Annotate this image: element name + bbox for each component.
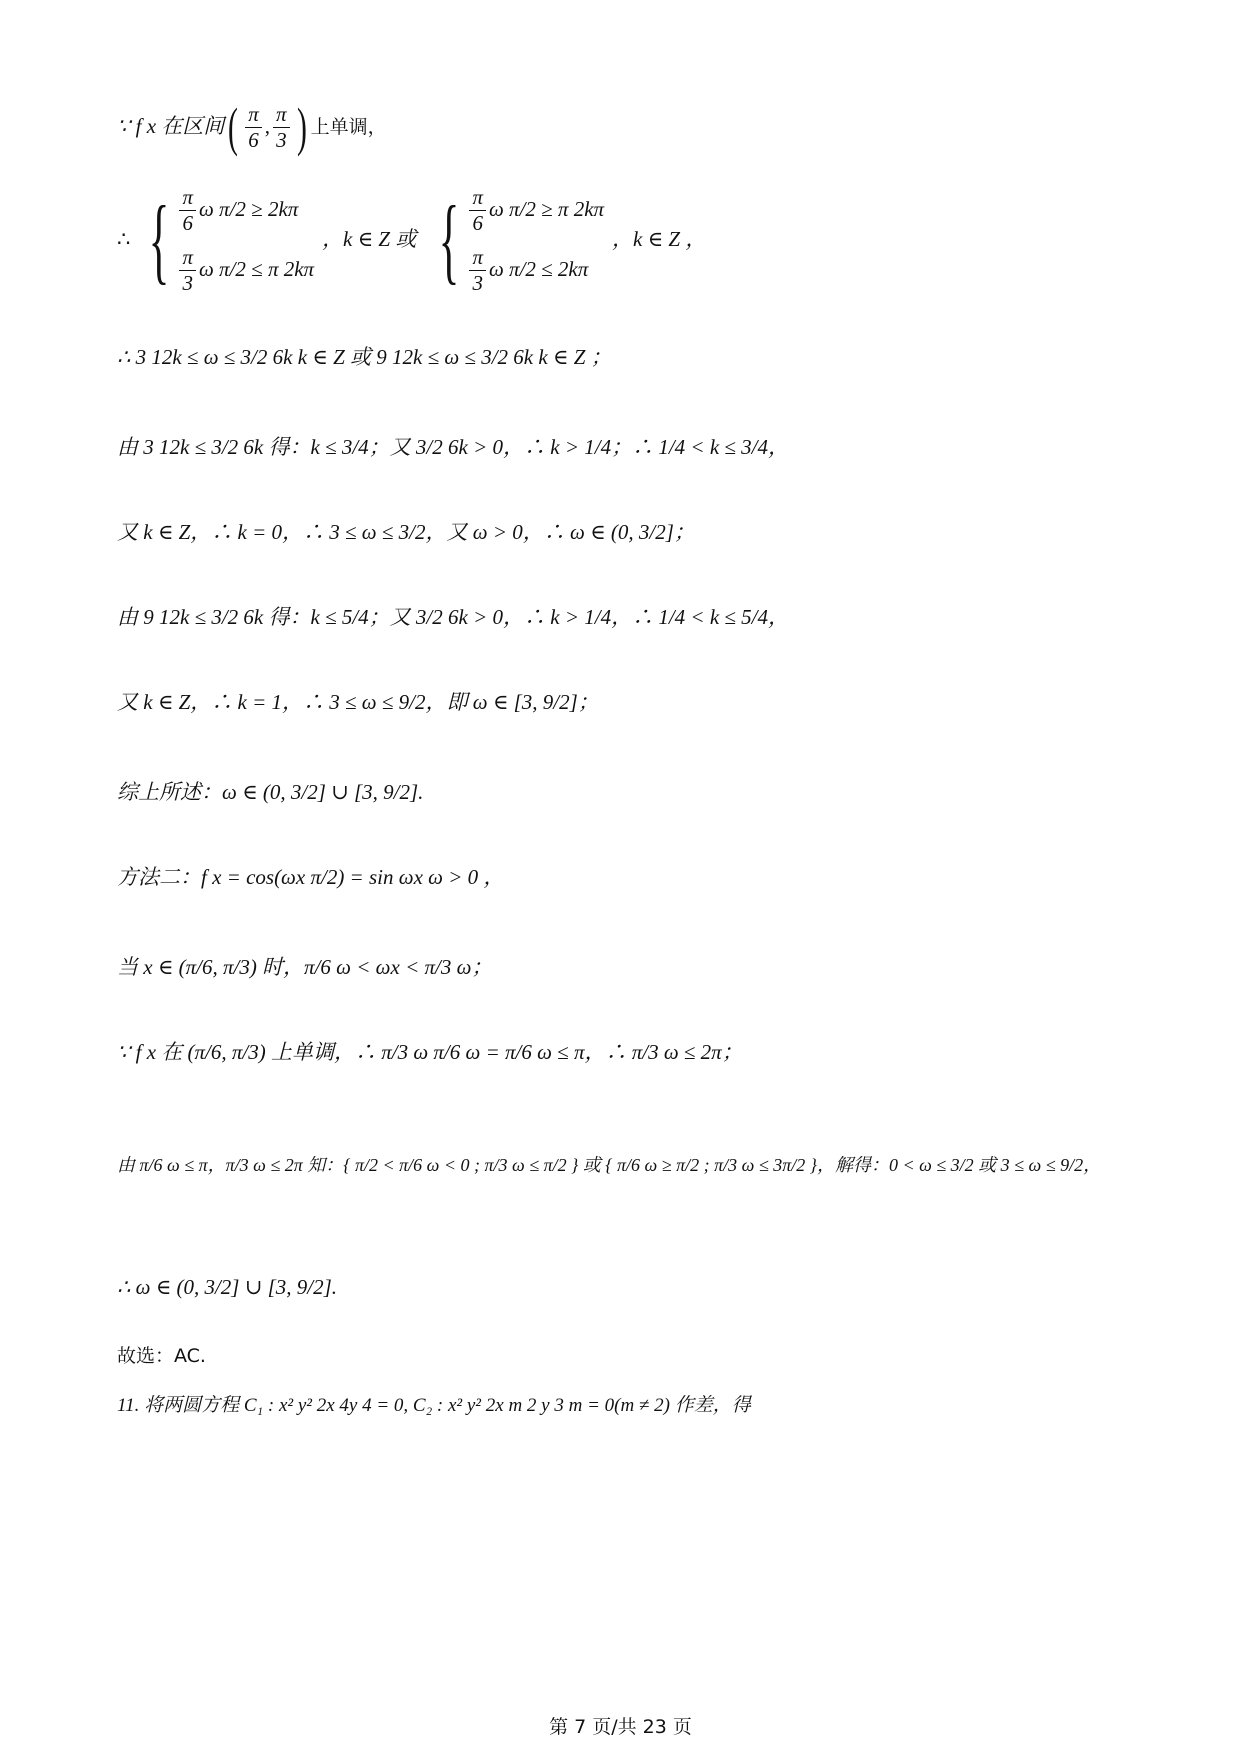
line-3: ∴ 3 12k ≤ ω ≤ 3/2 6k k ∈ Z 或 9 12k ≤ ω ≤ 3/2 6k k ∈ Z ； [117, 345, 612, 369]
line-7: 又 k ∈ Z，∴ k = 1，∴ 3 ≤ ω ≤ 9/2，即 ω ∈ [3, 9/2]； [117, 690, 599, 714]
line-12: 由 π/6 ω ≤ π，π/3 ω ≤ 2π 知：{ π/2 < π/6 ω < 0 ; π/3 ω ≤ π/2 } 或 { π/6 ω ≥ π/2 ; π/3 ω ≤ 3π/2 }，解得：0 < ω ≤ 3/2 或 3 ≤ ω ≤ 9/2， [117, 1155, 1102, 1175]
fraction-pi-6 [245, 102, 262, 151]
frac-numerator: π [273, 102, 290, 127]
system-2-tail: ，k ∈ Z ， [612, 227, 707, 252]
system-2 [466, 180, 604, 300]
right-paren: ) [296, 97, 307, 157]
line-13: ∴ ω ∈ (0, 3/2] ∪ [3, 9/2]. [117, 1275, 338, 1299]
line-1-suffix: 上单调， [310, 115, 387, 138]
system-1 [176, 180, 314, 300]
system-1-row-2: $\frac{\pi}{3}$ ω π/2 ≤ π 2kπ [176, 245, 314, 294]
system-1-row-1: $\frac{\pi}{6}$ ω π/2 ≥ 2kπ [176, 185, 314, 234]
line-2 [117, 180, 1131, 300]
line-8: 综上所述：ω ∈ (0, 3/2] ∪ [3, 9/2]. [117, 780, 424, 804]
line-1 [117, 97, 1131, 157]
system-2-row-1: $\frac{\pi}{6}$ ω π/2 ≥ π 2kπ [466, 185, 604, 234]
line-6: 由 9 12k ≤ 3/2 6k 得：k ≤ 5/4；又 3/2 6k > 0，∴ k > 1/4，∴ 1/4 < k ≤ 5/4， [117, 605, 790, 629]
line-1-prefix: ∵ f x 在区间 [117, 114, 225, 139]
frac-numerator: π [245, 102, 262, 127]
comma: , [264, 114, 271, 139]
therefore-symbol: ∴ [117, 227, 131, 252]
frac-denominator: 6 [248, 127, 259, 152]
line-10: 当 x ∈ (π/6, π/3) 时，π/6 ω < ωx < π/3 ω； [117, 955, 493, 979]
system-1-tail: ，k ∈ Z 或 [322, 227, 417, 252]
line-15: 11. 将两圆方程 C₁ : x² y² 2x 4y 4 = 0, C₂ : x² y² 2x m 2 y 3 m = 0(m ≠ 2) 作差，得 [117, 1395, 751, 1416]
system-2-row-2: $\frac{\pi}{3}$ ω π/2 ≤ 2kπ [466, 245, 604, 294]
line-9: 方法二：f x = cos(ωx π/2) = sin ωx ω > 0 ， [117, 865, 505, 889]
line-11: ∵ f x 在 (π/6, π/3) 上单调，∴ π/3 ω π/6 ω = π/6 ω ≤ π，∴ π/3 ω ≤ 2π； [117, 1040, 743, 1064]
line-14: 故选：AC. [117, 1345, 206, 1367]
page-footer: 第 7 页/共 23 页 [549, 1716, 692, 1738]
left-brace: { [439, 186, 460, 293]
left-brace: { [149, 186, 170, 293]
line-4: 由 3 12k ≤ 3/2 6k 得：k ≤ 3/4；又 3/2 6k > 0，∴ k > 1/4；∴ 1/4 < k ≤ 3/4， [117, 435, 790, 459]
left-paren: ( [228, 97, 239, 157]
frac-denominator: 3 [276, 127, 287, 152]
line-5: 又 k ∈ Z，∴ k = 0，∴ 3 ≤ ω ≤ 3/2，又 ω > 0，∴ ω ∈ (0, 3/2]； [117, 520, 695, 544]
fraction-pi-3 [273, 102, 290, 151]
